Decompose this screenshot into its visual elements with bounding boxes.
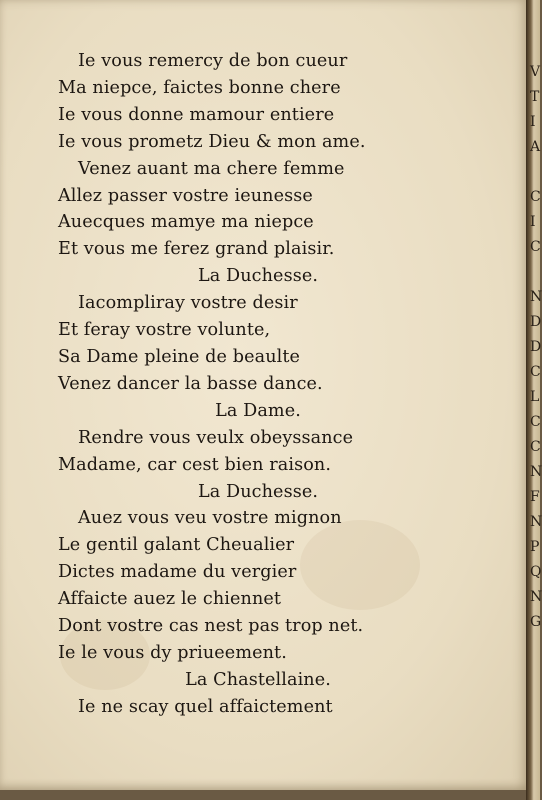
verse-line: Le gentil galant Cheualier — [58, 535, 295, 556]
verse-line: Dont vostre cas nest pas trop net. — [58, 616, 364, 637]
edge-letter: V — [530, 64, 541, 80]
edge-letter: C — [530, 189, 541, 205]
edge-letter: P — [530, 539, 540, 555]
edge-letter: C — [530, 414, 541, 430]
edge-letter: C — [530, 239, 541, 255]
verse-line: Ma niepce, faictes bonne chere — [58, 77, 341, 98]
edge-letter: L — [530, 389, 540, 405]
verse-line: Auecques mamye ma niepce — [58, 212, 314, 233]
verse-line: Rendre vous veulx obeyssance — [78, 427, 354, 448]
verse-line: Ie ne scay quel affaictement — [78, 696, 333, 717]
speaker-heading: La Chastellaine. — [185, 669, 331, 690]
verse-line: Ie vous donne mamour entiere — [58, 104, 335, 125]
edge-letter: N — [530, 589, 542, 605]
verse-line: Sa Dame pleine de beaulte — [58, 346, 301, 367]
edge-letter: N — [530, 464, 542, 480]
speaker-heading: La Duchesse. — [197, 481, 319, 502]
verse-line: Madame, car cest bien raison. — [58, 454, 332, 475]
edge-letter: N — [530, 289, 542, 305]
edge-letter: I — [530, 114, 536, 130]
edge-letter — [530, 260, 540, 285]
edge-letter: A — [530, 139, 541, 155]
next-page-edge — [530, 60, 540, 700]
edge-letter: D — [530, 314, 542, 330]
verse-line: Ie le vous dy priueement. — [58, 642, 287, 663]
verse-line: Allez passer vostre ieunesse — [58, 185, 313, 206]
verse-line: Dictes madame du vergier — [58, 562, 297, 583]
speaker-heading: La Dame. — [215, 400, 301, 421]
edge-letter: D — [530, 339, 542, 355]
edge-letter: G — [530, 614, 542, 630]
edge-letter: Q — [530, 564, 542, 580]
verse-line: Auez vous veu vostre mignon — [78, 508, 342, 529]
verse-line: Affaicte auez le chiennet — [58, 589, 282, 610]
verse-line: Venez dancer la basse dance. — [58, 373, 323, 394]
verse-line: Iacompliray vostre desir — [78, 293, 298, 314]
verse-line: Et feray vostre volunte, — [58, 320, 271, 341]
edge-letter: N — [530, 514, 542, 530]
edge-letter: C — [530, 364, 541, 380]
verse-line: Ie vous prometz Dieu & mon ame. — [58, 131, 366, 152]
speaker-heading: La Duchesse. — [197, 266, 319, 287]
edge-letter: T — [530, 89, 540, 105]
edge-letter: C — [530, 439, 541, 455]
edge-letter: F — [530, 489, 540, 505]
edge-letter — [530, 160, 540, 185]
verse-line: Et vous me ferez grand plaisir. — [58, 239, 335, 260]
verse-line: Ie vous remercy de bon cueur — [78, 51, 348, 71]
edge-letter: I — [530, 214, 536, 230]
verse-text-block — [58, 48, 478, 721]
verse-line: Venez auant ma chere femme — [78, 158, 345, 179]
